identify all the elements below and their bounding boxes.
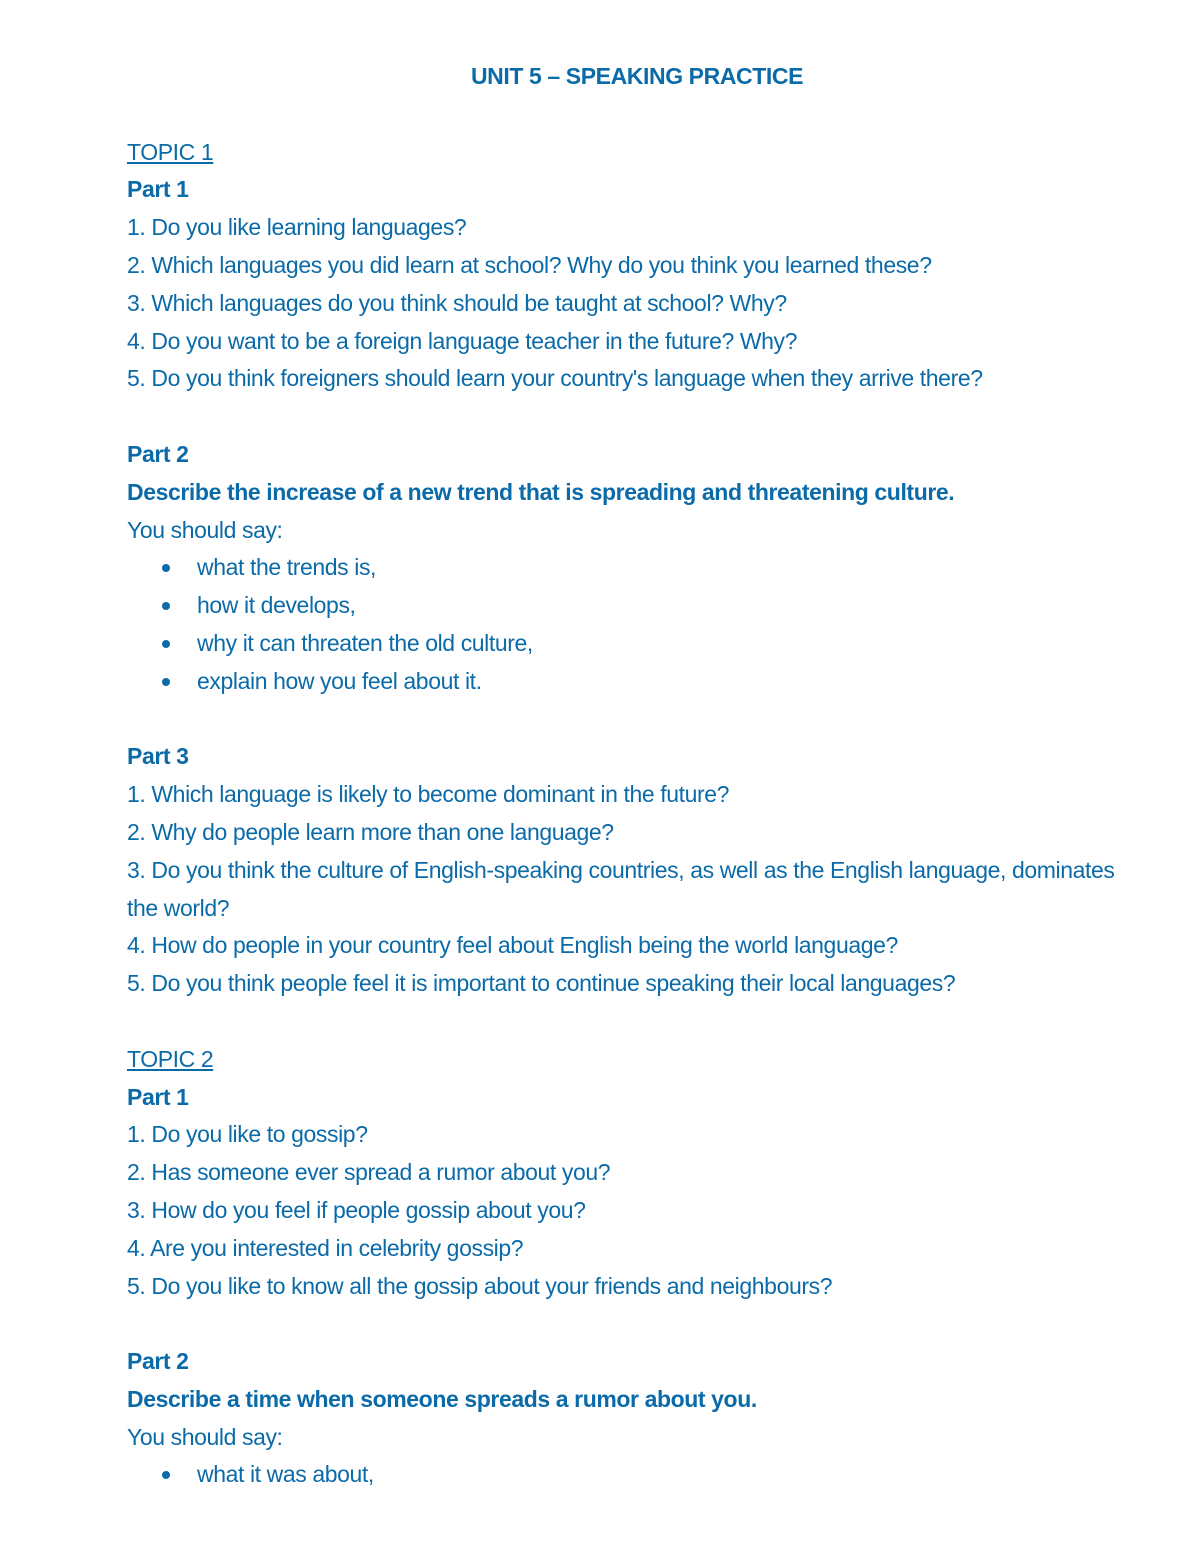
topic-2-part-2-intro: You should say: [127,1423,283,1450]
list-item [127,663,1147,701]
list-item-text: why it can threaten the old culture, [197,629,533,656]
list-item-text: what it was about, [197,1461,374,1488]
page-title: UNIT 5 – SPEAKING PRACTICE [470,63,804,89]
list-item [127,1456,1147,1494]
topic-1-part-1-heading: Part 1 [127,176,189,203]
topic-1-part-3-question: 2. Why do people learn more than one language? [127,818,614,845]
bullet-icon [162,678,170,686]
topic-1-part-2-prompt: Describe the increase of a new trend that is spreading and threatening culture. [127,478,955,505]
list-item-text: explain how you feel about it. [197,667,482,694]
topic-1-heading: TOPIC 1 [127,138,214,165]
blank-line [127,96,1147,134]
topic-2-heading: TOPIC 2 [127,1045,214,1072]
list-item [127,625,1147,663]
topic-2-part-2-heading: Part 2 [127,1348,189,1375]
blank-line [127,701,1147,739]
topic-1-part-1-question: 5. Do you think foreigners should learn your country's language when they arrive there? [127,365,983,392]
topic-2-part-1-question: 4. Are you interested in celebrity gossip? [127,1234,524,1261]
topic-1-part-1-question: 1. Do you like learning languages? [127,214,467,241]
topic-1-part-2-heading: Part 2 [127,440,189,467]
topic-1-part-2-intro: You should say: [127,516,283,543]
topic-2-part-1-question: 2. Has someone ever spread a rumor about you? [127,1159,611,1186]
topic-1-part-3-question: 5. Do you think people feel it is important to continue speaking their local languages? [127,970,956,997]
topic-2-section [127,1041,1147,1495]
topic-1-part-3-question: 3. Do you think the culture of English-speaking countries, as well as the English language, dominates the world? [127,856,1115,921]
topic-2-part-2-bullet-list [127,1456,1147,1494]
list-item-text: how it develops, [197,592,356,619]
topic-2-part-2-prompt: Describe a time when someone spreads a rumor about you. [127,1385,757,1412]
blank-line [127,1003,1147,1041]
topic-2-part-1-question: 3. How do you feel if people gossip about you? [127,1196,586,1223]
topic-1-part-3-heading: Part 3 [127,743,189,770]
bullet-icon [162,564,170,572]
list-item [127,549,1147,587]
topic-2-part-1-question: 1. Do you like to gossip? [127,1121,368,1148]
topic-1-part-3-question: 4. How do people in your country feel about English being the world language? [127,932,898,959]
topic-2-part-1-heading: Part 1 [127,1083,189,1110]
topic-1-part-1-question: 4. Do you want to be a foreign language teacher in the future? Why? [127,327,798,354]
topic-1-section [127,134,1147,1041]
blank-line [127,1305,1147,1343]
bullet-icon [162,1471,170,1479]
list-item-text: what the trends is, [197,554,377,581]
document-body [127,58,1147,1494]
topic-1-part-1-question: 2. Which languages you did learn at school? Why do you think you learned these? [127,251,932,278]
topic-1-part-2-bullet-list [127,549,1147,700]
topic-1-part-1-question: 3. Which languages do you think should be taught at school? Why? [127,289,787,316]
topic-2-part-1-question: 5. Do you like to know all the gossip about your friends and neighbours? [127,1272,833,1299]
blank-line [127,398,1147,436]
bullet-icon [162,640,170,648]
list-item [127,587,1147,625]
topic-1-part-3-question: 1. Which language is likely to become dominant in the future? [127,781,730,808]
bullet-icon [162,602,170,610]
